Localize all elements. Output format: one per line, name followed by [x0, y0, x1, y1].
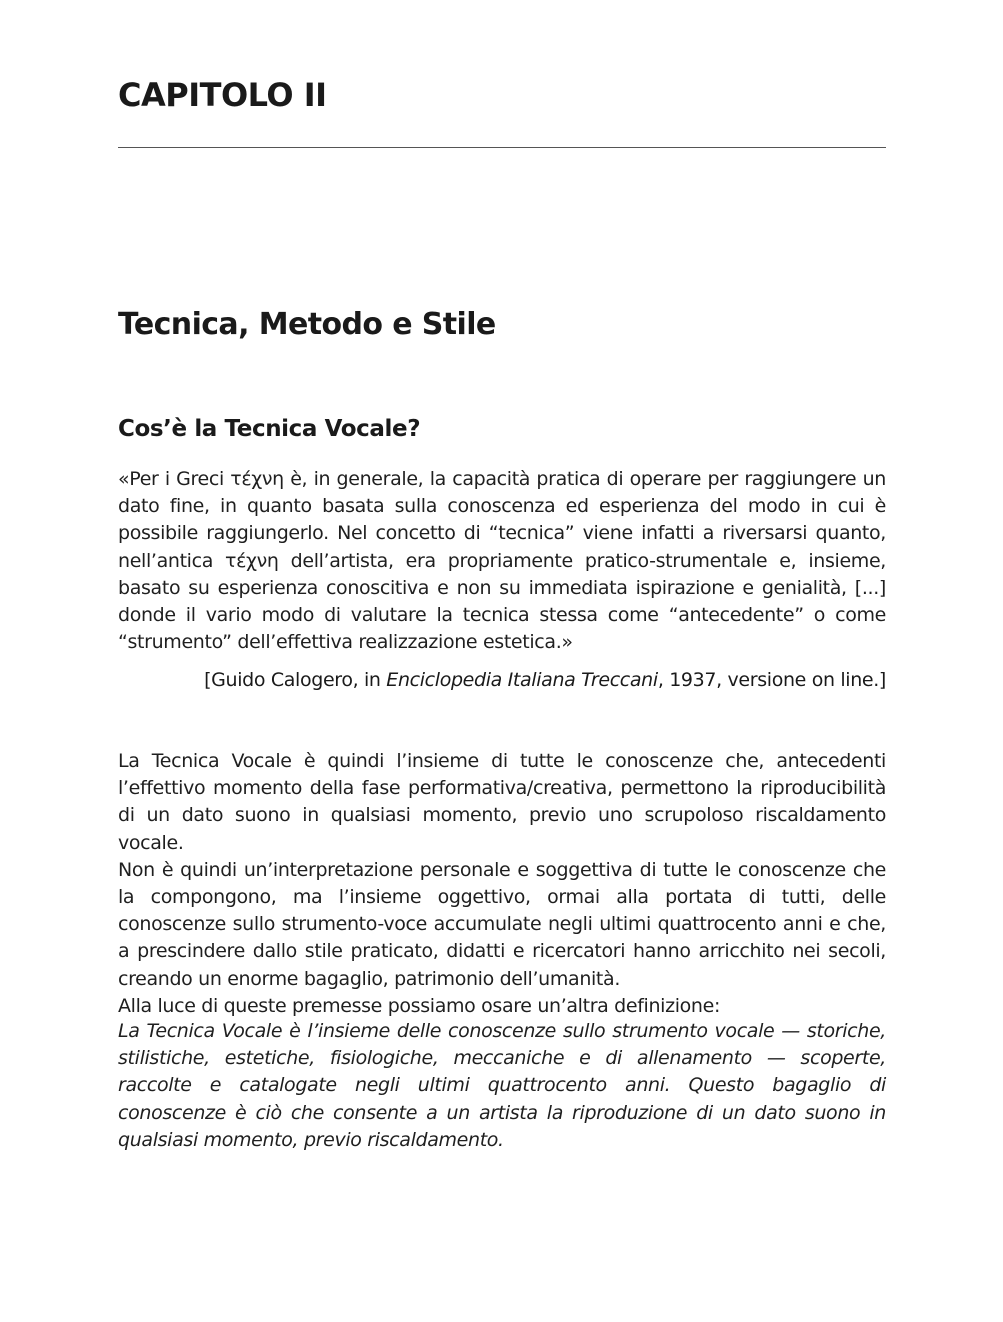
- citation-work-title: Enciclopedia Italiana Treccani: [386, 669, 658, 691]
- quote-citation: [204, 667, 886, 694]
- chapter-divider: [118, 147, 886, 148]
- body-paragraph: Non è quindi un’interpretazione personale e soggettiva di tutte le conoscenze che la compongono, ma l’insieme oggettivo, ormai alla portata di tutti, delle conoscenze sullo strumento-voce accumulate negli ultimi quattrocento anni e che, a prescindere dallo stile praticato, didatti e ricercatori hanno arricchito nei secoli, creando un enorme bagaglio, patrimonio dell’umanità.: [118, 858, 886, 990]
- citation-prefix: [Guido Calogero, in: [204, 669, 387, 691]
- chapter-title: CAPITOLO II: [118, 76, 327, 114]
- quote-paragraph: «Per i Greci τέχνη è, in generale, la capacità pratica di operare per raggiungere un dato fine, in quanto basata sulla conoscenza ed esperienza del modo in cui è possibile raggiungerlo. Nel concetto di “tecnica” viene infatti a riversarsi quanto, nell’antica τέχνη dell’artista, era propriamente pratico-strumentale e, insieme, basato su esperienza conoscitiva e non su immediata ispirazione e genialità, [...] donde il vario modo di valutare la tecnica stessa come “antecedente” o come “strumento” dell’effettiva realizzazione estetica.»: [118, 468, 886, 654]
- body-paragraph: Alla luce di queste premesse possiamo osare un’altra definizione:: [118, 994, 721, 1017]
- citation-suffix: , 1937, versione on line.]: [657, 669, 886, 691]
- section-title: Tecnica, Metodo e Stile: [118, 307, 496, 342]
- body-paragraph: La Tecnica Vocale è quindi l’insieme di tutte le conoscenze che, antecedenti l’effettivo momento della fase performativa/creativa, permettono la riproducibilità di un dato suono in qualsiasi momento, previo uno scrupoloso riscaldamento vocale.: [118, 750, 886, 854]
- definition-paragraph: La Tecnica Vocale è l’insieme delle conoscenze sullo strumento vocale — storiche, stilistiche, estetiche, fisiologiche, meccaniche e di allenamento — scoperte, raccolte e catalogate negli ultimi quattrocento anni. Questo bagaglio di conoscenze è ciò che consente a un artista la riproduzione di un dato suono in qualsiasi momento, previo riscaldamento.: [118, 1020, 886, 1151]
- body-text: [118, 748, 886, 1020]
- subsection-title: Cos’è la Tecnica Vocale?: [118, 416, 421, 442]
